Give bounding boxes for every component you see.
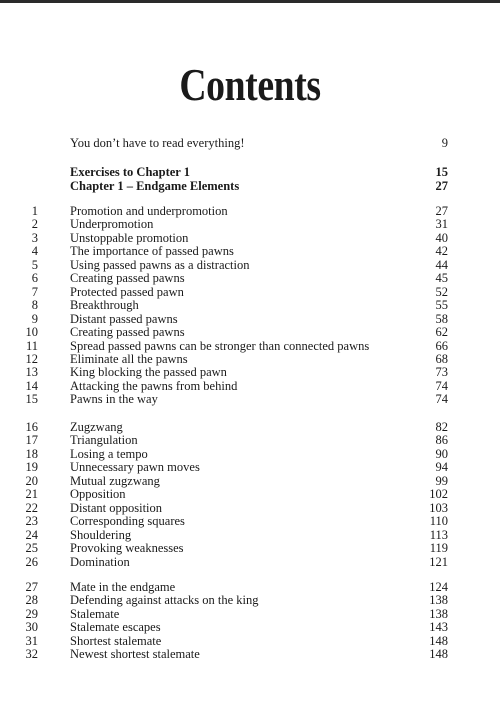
entry-page: 66 [435, 338, 448, 353]
entry-title: Using passed pawns as a distraction [70, 257, 250, 272]
entry-page: 15 [435, 165, 448, 179]
entry-title: Corresponding squares [70, 514, 185, 529]
entry-page: 90 [435, 446, 448, 461]
entry-number: 20 [25, 473, 38, 488]
entry-title: Eliminate all the pawns [70, 351, 188, 366]
entry-number: 10 [25, 325, 38, 340]
entry-title: Pawns in the way [70, 392, 158, 407]
entry-page: 99 [435, 473, 448, 488]
entry-title: Mate in the endgame [70, 580, 176, 594]
toc-entry[interactable] [0, 136, 500, 151]
entry-page: 58 [435, 311, 448, 326]
entry-page: 42 [435, 244, 448, 259]
entry-number: 8 [31, 298, 38, 313]
entry-title: Shouldering [70, 527, 132, 542]
entry-title: Promotion and underpromotion [70, 204, 228, 218]
entry-title: Creating passed pawns [70, 325, 185, 340]
entry-number: 9 [31, 311, 38, 326]
entry-title: Losing a tempo [70, 446, 148, 461]
entry-page: 138 [429, 593, 448, 608]
entry-page: 52 [435, 284, 448, 299]
entry-page: 121 [429, 554, 448, 569]
entry-number: 21 [25, 487, 38, 502]
entry-number: 30 [25, 620, 38, 635]
top-rule [0, 0, 500, 3]
entry-number: 22 [25, 500, 38, 515]
entry-number: 24 [25, 527, 38, 542]
entry-title: Distant passed pawns [70, 311, 178, 326]
entry-number: 18 [25, 446, 38, 461]
entry-title: Zugzwang [70, 420, 123, 434]
entry-number: 16 [25, 420, 38, 434]
entry-title: Stalemate escapes [70, 620, 161, 635]
entry-title: Chapter 1 – Endgame Elements [70, 179, 240, 193]
entry-page: 55 [435, 298, 448, 313]
toc-entry[interactable] [0, 647, 500, 662]
entry-title: Creating passed pawns [70, 271, 185, 286]
entry-page: 143 [429, 620, 448, 635]
entry-page: 68 [435, 351, 448, 366]
entry-title: Attacking the pawns from behind [70, 378, 238, 393]
entry-page: 44 [435, 257, 448, 272]
entry-page: 113 [429, 527, 448, 542]
entry-page: 62 [435, 325, 448, 340]
entry-number: 19 [25, 460, 38, 475]
entry-number: 29 [25, 606, 38, 621]
entry-number: 28 [25, 593, 38, 608]
page-title: Contents [179, 59, 321, 110]
entry-number: 5 [31, 257, 38, 272]
entry-page: 45 [435, 271, 448, 286]
entry-number: 27 [25, 580, 38, 594]
toc-entry[interactable] [0, 555, 500, 570]
entry-title: Protected passed pawn [70, 284, 184, 299]
entry-number: 26 [25, 554, 38, 569]
entry-title: Provoking weaknesses [70, 541, 184, 556]
entry-number: 15 [25, 392, 38, 407]
entry-title: Exercises to Chapter 1 [70, 165, 191, 179]
toc-entry[interactable] [0, 392, 500, 407]
entry-number: 32 [25, 647, 38, 662]
entry-title: Underpromotion [70, 217, 154, 232]
entry-title: Opposition [70, 487, 126, 502]
entry-page: 40 [435, 230, 448, 245]
entry-number: 2 [31, 217, 38, 232]
entry-title: Domination [70, 554, 130, 569]
entry-title: Spread passed pawns can be stronger than connected pawns [70, 338, 370, 353]
entry-page: 74 [435, 392, 448, 407]
entry-title: Unstoppable promotion [70, 230, 189, 245]
entry-title: Triangulation [70, 433, 138, 448]
entry-title: Stalemate [70, 606, 120, 621]
entry-page: 31 [435, 217, 448, 232]
entry-number: 12 [25, 351, 38, 366]
entry-number: 14 [25, 378, 38, 393]
entry-title: Defending against attacks on the king [70, 593, 259, 608]
entry-number: 17 [25, 433, 38, 448]
toc-entry[interactable] [0, 165, 500, 180]
entry-page: 103 [429, 500, 448, 515]
entry-page: 27 [435, 179, 448, 193]
entry-page: 94 [435, 460, 448, 475]
toc-entry[interactable] [0, 179, 500, 194]
entry-title: Breakthrough [70, 298, 139, 313]
entry-page: 74 [435, 378, 448, 393]
entry-page: 119 [429, 541, 448, 556]
entry-number: 6 [31, 271, 38, 286]
entry-title: The importance of passed pawns [70, 244, 234, 259]
entry-title: Newest shortest stalemate [70, 647, 200, 662]
entry-number: 23 [25, 514, 38, 529]
entry-title: Unnecessary pawn moves [70, 460, 200, 475]
entry-title: Shortest stalemate [70, 633, 162, 648]
entry-number: 13 [25, 365, 38, 380]
entry-page: 27 [435, 204, 448, 218]
entry-number: 31 [25, 633, 38, 648]
entry-page: 73 [435, 365, 448, 380]
entry-number: 4 [31, 244, 38, 259]
entry-page: 110 [429, 514, 448, 529]
entry-page: 86 [435, 433, 448, 448]
entry-number: 7 [31, 284, 38, 299]
entry-title: King blocking the passed pawn [70, 365, 227, 380]
entry-number: 3 [31, 230, 38, 245]
entry-title: You don’t have to read everything! [70, 136, 245, 150]
entry-page: 82 [435, 420, 448, 434]
entry-number: 11 [25, 338, 38, 353]
entry-page: 148 [429, 633, 448, 648]
entry-page: 138 [429, 606, 448, 621]
entry-number: 1 [31, 204, 38, 218]
entry-number: 25 [25, 541, 38, 556]
entry-title: Distant opposition [70, 500, 163, 515]
entry-title: Mutual zugzwang [70, 473, 160, 488]
entry-page: 148 [429, 647, 448, 662]
entry-page: 124 [429, 580, 448, 594]
entry-page: 102 [429, 487, 448, 502]
entry-page: 9 [441, 136, 448, 150]
